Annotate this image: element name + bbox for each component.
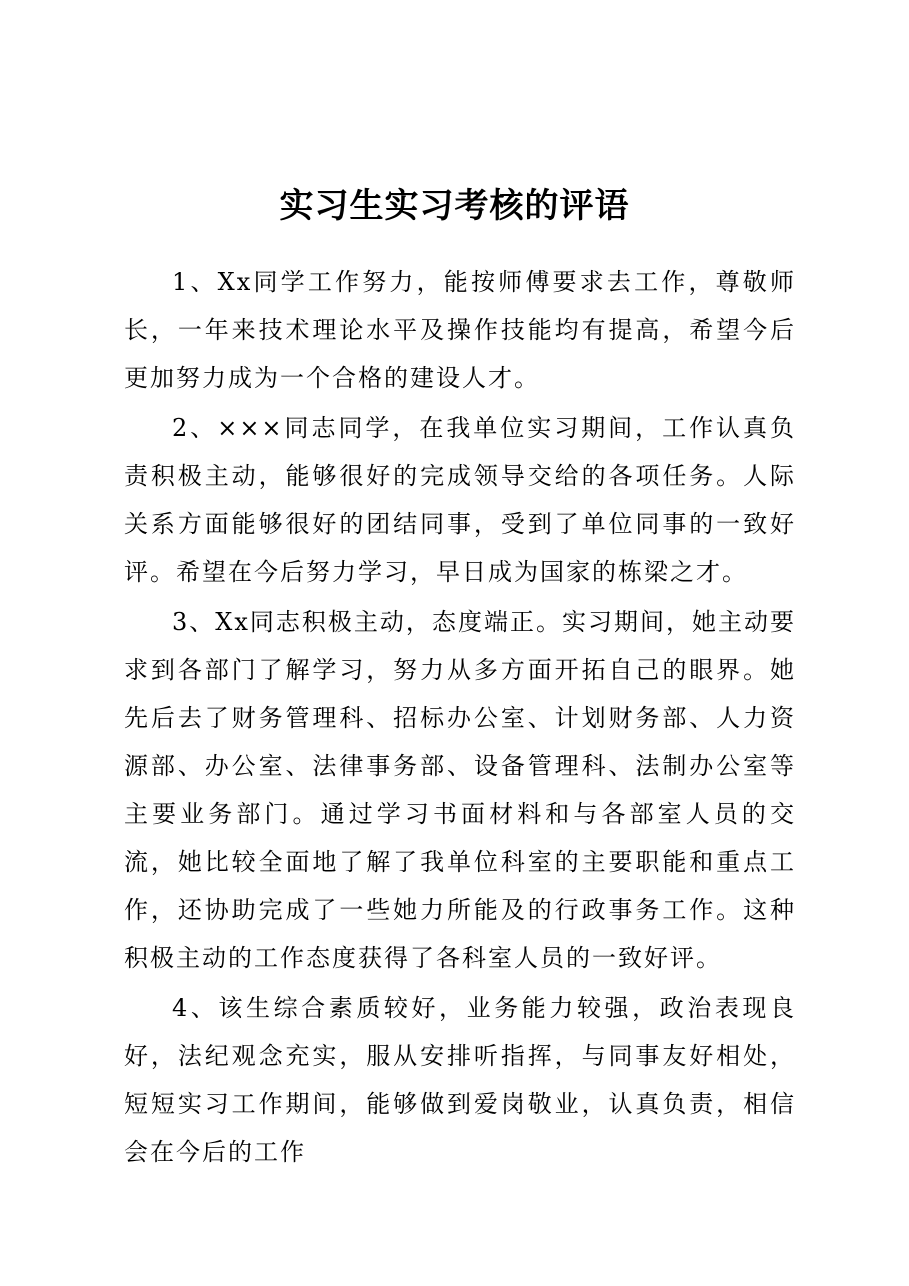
paragraph-3: 3、Xx同志积极主动，态度端正。实习期间，她主动要求到各部门了解学习，努力从多方面开拓自己的眼界。她先后去了财务管理科、招标办公室、计划财务部、人力资源部、办公室、法律事务部、设备管理科、法制办公室等主要业务部门。通过学习书面材料和与各部室人员的交流，她比较全面地了解了我单位科室的主要职能和重点工作，还协助完成了一些她力所能及的行政事务工作。这种积极主动的工作态度获得了各科室人员的一致好评。: [124, 608, 796, 972]
paragraph-1: 1、Xx同学工作努力，能按师傅要求去工作，尊敬师长，一年来技术理论水平及操作技能均有提高，希望今后更加努力成为一个合格的建设人才。: [124, 268, 796, 392]
document-title: 实习生实习考核的评语: [279, 186, 630, 226]
paragraph-4: 4、该生综合素质较好，业务能力较强，政治表现良好，法纪观念充实，服从安排听指挥，与同事友好相处，短短实习工作期间，能够做到爱岗敬业，认真负责，相信会在今后的工作: [124, 994, 796, 1166]
paragraph-2: 2、×××同志同学，在我单位实习期间，工作认真负责积极主动，能够很好的完成领导交给的各项任务。人际关系方面能够很好的团结同事，受到了单位同事的一致好评。希望在今后努力学习，早日成为国家的栋梁之才。: [124, 414, 796, 586]
document-body: [124, 258, 796, 1176]
